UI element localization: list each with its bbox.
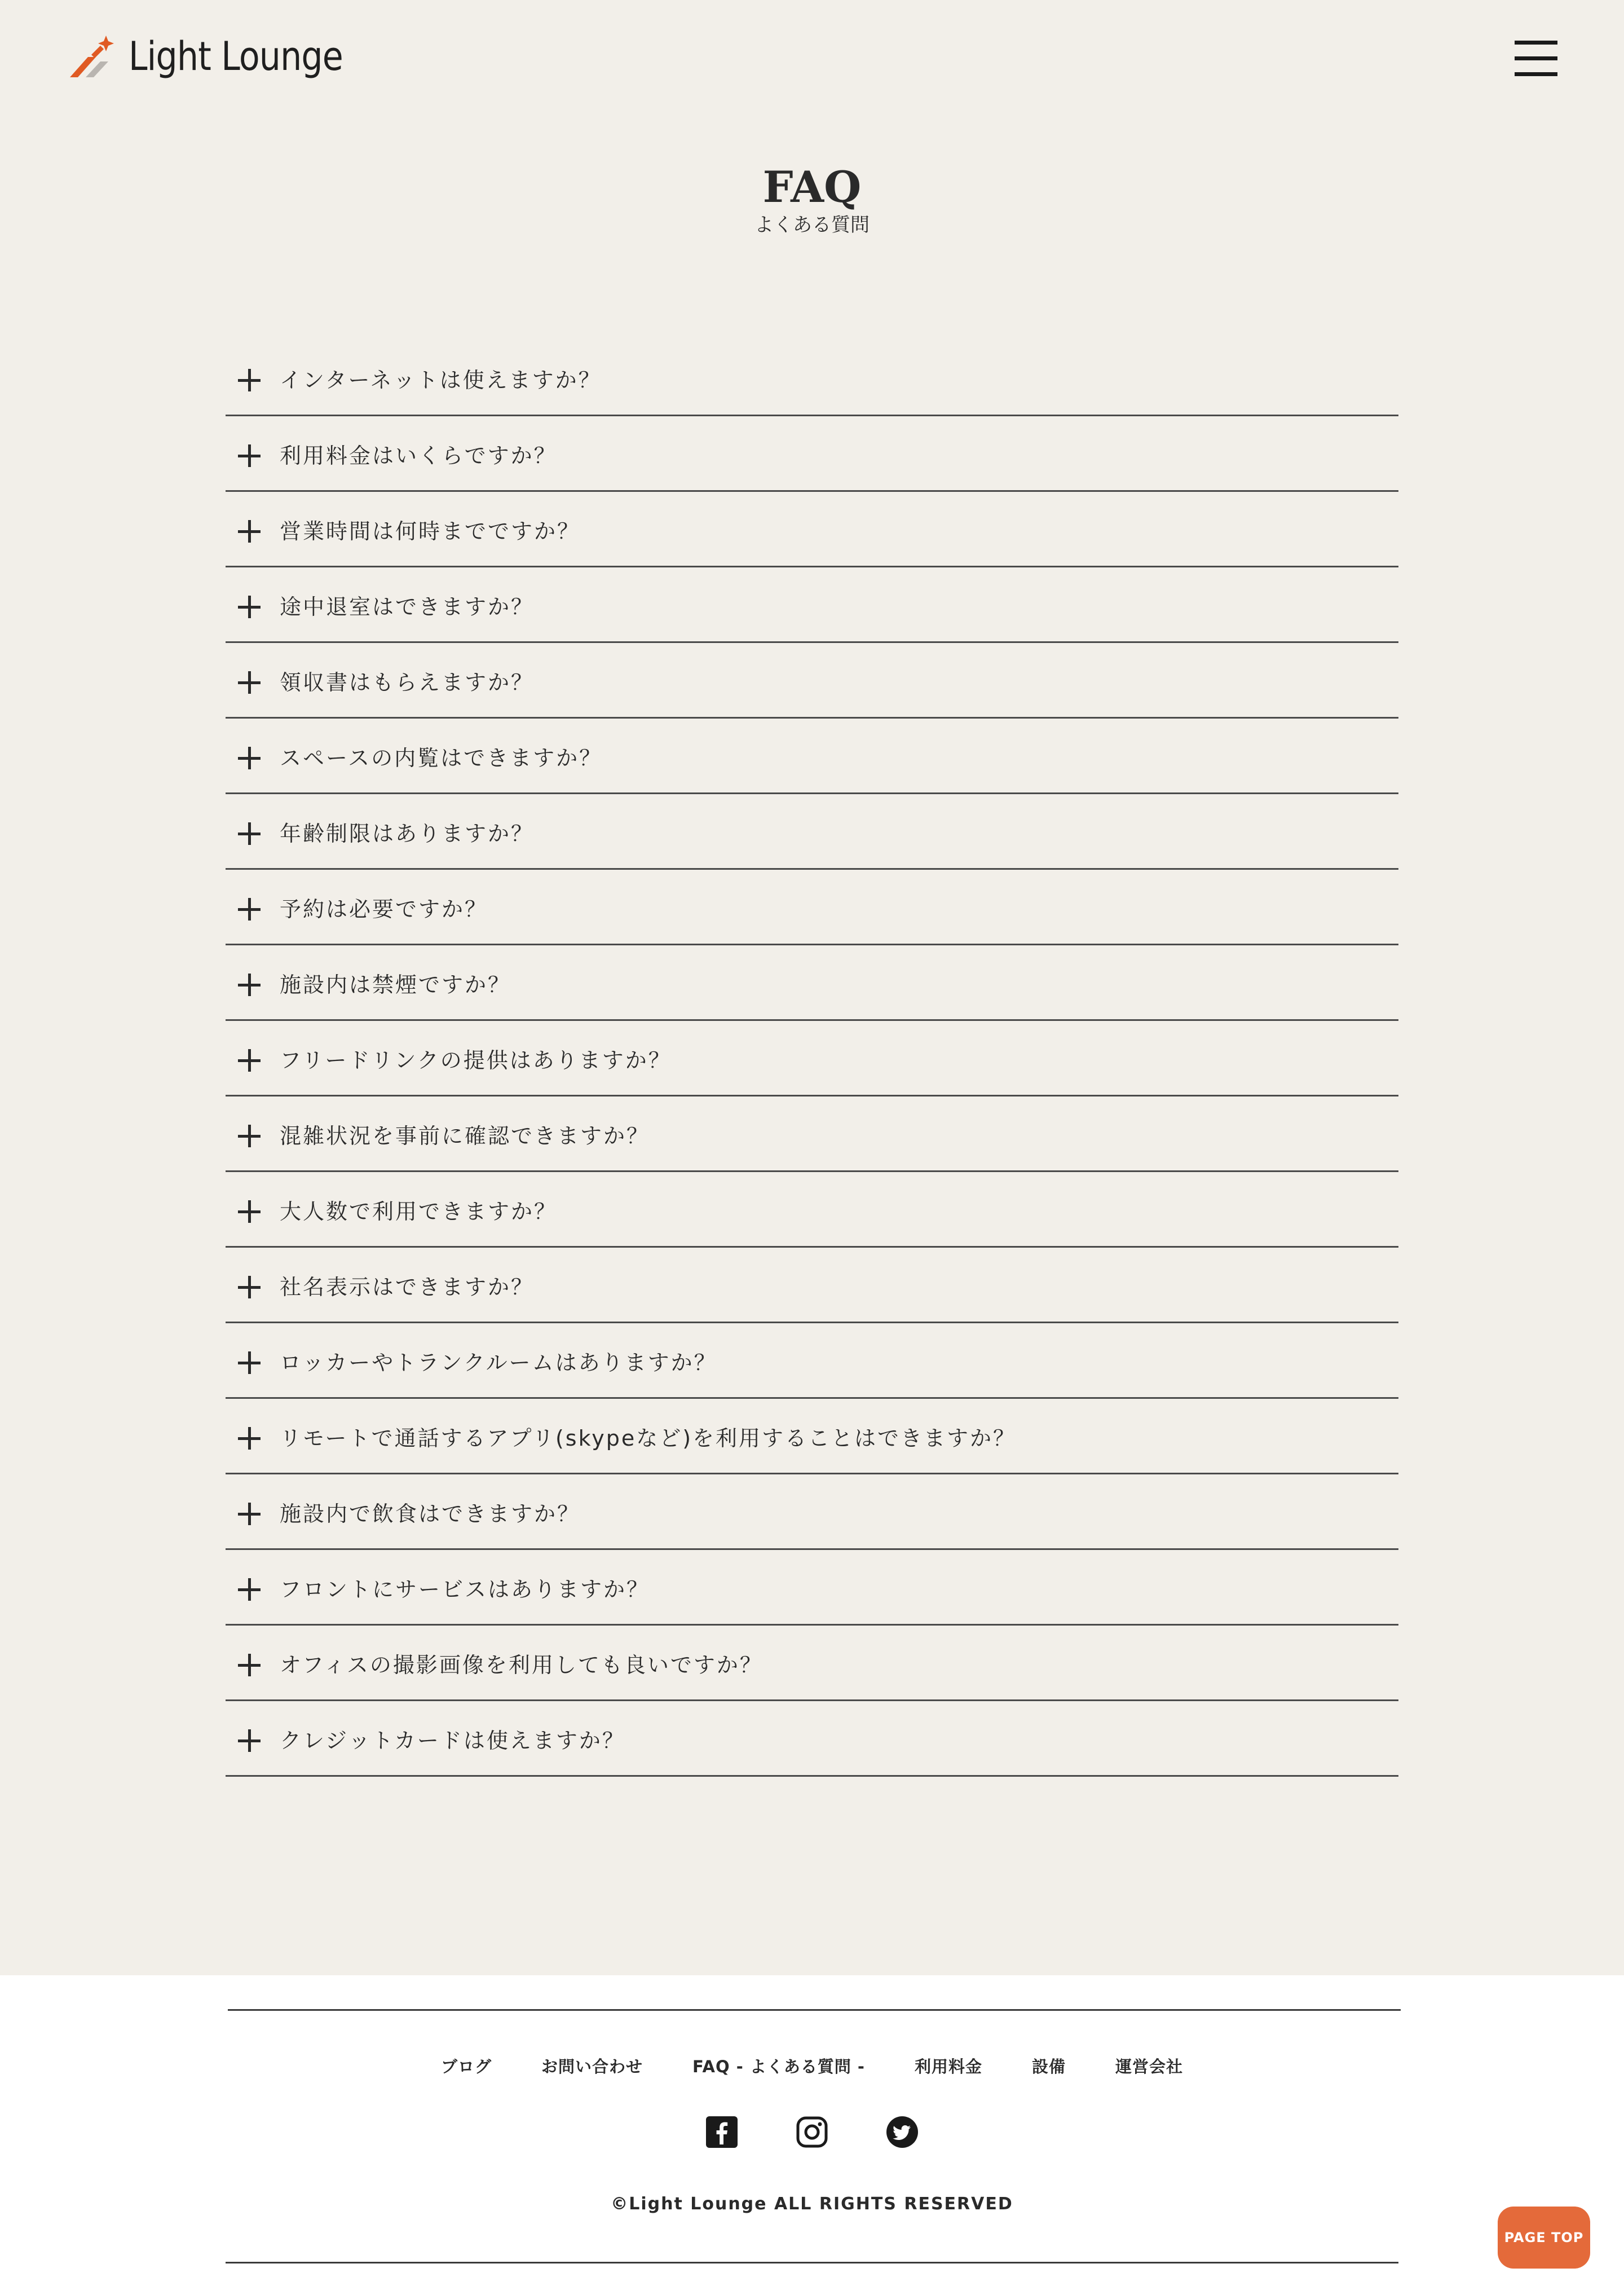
faq-question: 利用料金はいくらですか？ bbox=[280, 443, 557, 468]
faq-question: 混雑状況を事前に確認できますか？ bbox=[280, 1124, 650, 1148]
faq-question: リモートで通話するアプリ(skypeなど)を利用することはできますか？ bbox=[280, 1426, 1017, 1451]
faq-item[interactable] bbox=[226, 1701, 1398, 1777]
footer-nav bbox=[0, 2049, 1624, 2082]
faq-question: 予約は必要ですか？ bbox=[280, 897, 488, 922]
footer-link-blog[interactable]: ブログ bbox=[440, 2056, 492, 2076]
logo[interactable] bbox=[69, 28, 378, 85]
plus-icon bbox=[238, 898, 261, 921]
faq-question: 途中退室はできますか？ bbox=[280, 594, 535, 619]
faq-question: 施設内は禁煙ですか？ bbox=[280, 972, 511, 997]
plus-icon bbox=[238, 671, 261, 694]
footer-link-pricing[interactable]: 利用料金 bbox=[914, 2056, 982, 2076]
faq-item[interactable] bbox=[226, 1021, 1398, 1096]
faq-item[interactable] bbox=[226, 794, 1398, 870]
faq-item[interactable] bbox=[226, 1096, 1398, 1172]
plus-icon bbox=[238, 1729, 261, 1752]
faq-question: オフィスの撮影画像を利用しても良いですか？ bbox=[280, 1653, 763, 1677]
footer-divider-bottom bbox=[226, 2262, 1398, 2263]
plus-icon bbox=[238, 1200, 261, 1223]
faq-item[interactable] bbox=[226, 567, 1398, 643]
faq-question: インターネットは使えますか？ bbox=[280, 368, 602, 393]
faq-question: 施設内で飲食はできますか？ bbox=[280, 1501, 581, 1526]
faq-question: スペースの内覧はできますか？ bbox=[280, 746, 603, 770]
faq-item[interactable] bbox=[226, 1399, 1398, 1474]
plus-icon bbox=[238, 1049, 261, 1072]
faq-item[interactable] bbox=[226, 1248, 1398, 1323]
plus-icon bbox=[238, 974, 261, 996]
site-footer bbox=[0, 1975, 1624, 2290]
faq-item[interactable] bbox=[226, 643, 1398, 719]
footer-link-faq[interactable]: FAQ - よくある質問 - bbox=[692, 2056, 865, 2076]
footer-divider-top bbox=[228, 2009, 1401, 2011]
page-title: FAQ bbox=[762, 162, 862, 212]
hamburger-menu-icon[interactable] bbox=[1515, 39, 1557, 76]
twitter-icon[interactable] bbox=[885, 2115, 919, 2149]
faq-question: フリードリンクの提供はありますか？ bbox=[280, 1048, 672, 1073]
footer-link-contact[interactable]: お問い合わせ bbox=[541, 2056, 643, 2076]
faq-item[interactable] bbox=[226, 719, 1398, 794]
logo-mark-icon bbox=[69, 32, 117, 81]
site-header bbox=[0, 0, 1624, 113]
facebook-icon[interactable] bbox=[705, 2115, 739, 2149]
plus-icon bbox=[238, 1427, 261, 1450]
plus-icon bbox=[238, 1125, 261, 1147]
logo-text: Light Lounge bbox=[129, 33, 343, 80]
faq-question: クレジットカードは使えますか？ bbox=[280, 1728, 625, 1753]
plus-icon bbox=[238, 520, 261, 543]
faq-question: ロッカーやトランクルームはありますか？ bbox=[280, 1350, 717, 1375]
footer-link-facilities[interactable]: 設備 bbox=[1031, 2056, 1066, 2076]
plus-icon bbox=[238, 444, 261, 467]
plus-icon bbox=[238, 596, 261, 618]
faq-item[interactable] bbox=[226, 1550, 1398, 1626]
faq-question: 領収書はもらえますか？ bbox=[280, 670, 535, 695]
plus-icon bbox=[238, 1654, 261, 1676]
faq-item[interactable] bbox=[226, 492, 1398, 567]
faq-item[interactable] bbox=[226, 1474, 1398, 1550]
footer-link-company[interactable]: 運営会社 bbox=[1115, 2056, 1184, 2076]
copyright: ©Light Lounge ALL RIGHTS RESERVED bbox=[611, 2194, 1013, 2214]
plus-icon bbox=[238, 1351, 261, 1374]
plus-icon bbox=[238, 369, 261, 391]
faq-question: 年齢制限はありますか？ bbox=[280, 821, 535, 846]
faq-item[interactable] bbox=[226, 945, 1398, 1021]
faq-item[interactable] bbox=[226, 870, 1398, 945]
faq-question: 社名表示はできますか？ bbox=[280, 1275, 535, 1300]
plus-icon bbox=[238, 1503, 261, 1525]
faq-question: フロントにサービスはありますか？ bbox=[280, 1577, 650, 1602]
faq-item[interactable] bbox=[226, 341, 1398, 416]
faq-item[interactable] bbox=[226, 1626, 1398, 1701]
social-links bbox=[0, 2115, 1624, 2155]
faq-item[interactable] bbox=[226, 416, 1398, 492]
faq-question: 営業時間は何時までですか？ bbox=[280, 519, 581, 544]
faq-question: 大人数で利用できますか？ bbox=[280, 1199, 558, 1224]
page-subtitle: よくある質問 bbox=[754, 214, 870, 236]
page-top-button[interactable]: PAGE TOP bbox=[1498, 2207, 1590, 2269]
plus-icon bbox=[238, 822, 261, 845]
instagram-icon[interactable] bbox=[795, 2115, 829, 2149]
plus-icon bbox=[238, 747, 261, 769]
plus-icon bbox=[238, 1578, 261, 1601]
plus-icon bbox=[238, 1276, 261, 1298]
faq-item[interactable] bbox=[226, 1172, 1398, 1248]
faq-list bbox=[226, 341, 1398, 1777]
faq-item[interactable] bbox=[226, 1323, 1398, 1399]
